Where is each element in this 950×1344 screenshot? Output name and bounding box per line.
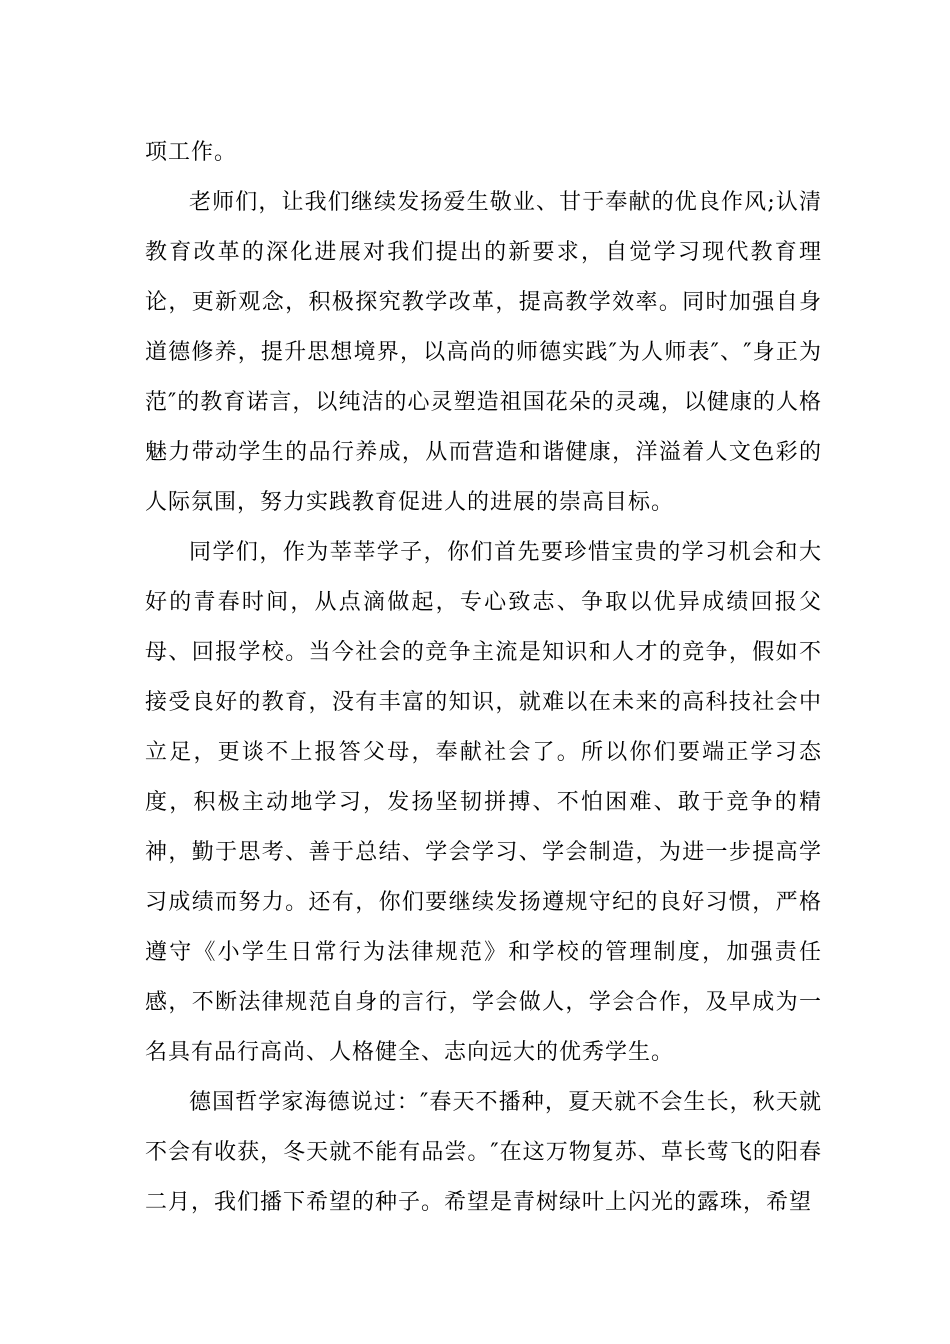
document-body (145, 128, 822, 1228)
paragraph-students: 同学们，作为莘莘学子，你们首先要珍惜宝贵的学习机会和大好的青春时间，从点滴做起，专心致志、争取以优异成绩回报父母、回报学校。当今社会的竞争主流是知识和人才的竞争，假如不接受良好的教育，没有丰富的知识，就难以在未来的高科技社会中立足，更谈不上报答父母，奉献社会了。所以你们要端正学习态度，积极主动地学习，发扬坚韧拼搏、不怕困难、敢于竞争的精神，勤于思考、善于总结、学会学习、学会制造，为进一步提高学习成绩而努力。还有，你们要继续发扬遵规守纪的良好习惯，严格遵守《小学生日常行为法律规范》和学校的管理制度，加强责任感，不断法律规范自身的言行，学会做人，学会合作，及早成为一名具有品行高尚、人格健全、志向远大的优秀学生。 (145, 540, 822, 1065)
paragraph-continuation: 项工作。 (145, 140, 238, 165)
paragraph-teachers: 老师们，让我们继续发扬爱生敬业、甘于奉献的优良作风;认清教育改革的深化进展对我们提出的新要求，自觉学习现代教育理论，更新观念，积极探究教学改革，提高教学效率。同时加强自身道德修养，提升思想境界，以高尚的师德实践″为人师表″、″身正为范″的教育诺言，以纯洁的心灵塑造祖国花朵的灵魂，以健康的人格魅力带动学生的品行养成，从而营造和谐健康，洋溢着人文色彩的人际氛围，努力实践教育促进人的进展的崇高目标。 (145, 190, 822, 515)
paragraph-quote: 德国哲学家海德说过：″春天不播种，夏天就不会生长，秋天就不会有收获，冬天就不能有品尝。″在这万物复苏、草长莺飞的阳春二月，我们播下希望的种子。希望是青树绿叶上闪光的露珠，希望 (145, 1090, 822, 1215)
